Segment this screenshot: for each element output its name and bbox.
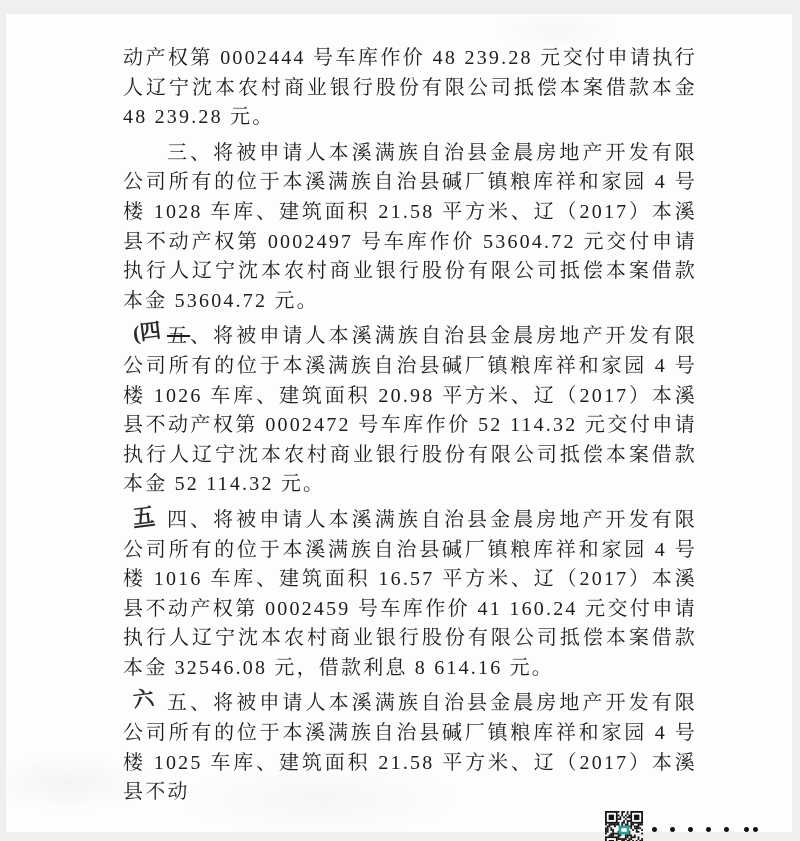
qr-code-icon <box>603 811 645 841</box>
punch-dot <box>706 827 711 832</box>
struck-numeral: 五 <box>167 325 191 348</box>
paragraph-item-4-corrected <box>123 318 698 500</box>
punch-dot <box>688 827 693 832</box>
document-text-block <box>123 44 697 814</box>
punch-dot <box>652 827 657 832</box>
qr-code-svg <box>603 811 645 841</box>
paragraph-text: 四、将被申请人本溪满族自治县金晨房地产开发有限公司所有的位于本溪满族自治县碱厂镇粮库祥和家园 4 号楼 1016 车库、建筑面积 16.57 平方米、辽（2017）本溪县不动产权第 0002459 号车库作价 41 160.24 元交付申请执行人辽宁沈本农村商业银行股份有限公司抵偿本案借款本金 32546.08 元，借款利息 8 614.16 元。 <box>123 508 697 679</box>
punch-dot-group <box>652 827 729 832</box>
punch-dot <box>744 827 749 832</box>
punch-dot-group <box>744 827 758 832</box>
handwritten-correction: (四 <box>131 318 163 346</box>
paragraph-continuation <box>123 44 697 133</box>
paragraph-text: 三、将被申请人本溪满族自治县金晨房地产开发有限公司所有的位于本溪满族自治县碱厂镇粮库祥和家园 4 号楼 1028 车库、建筑面积 21.58 平方米、辽（2017）本溪县不动产权第 0002497 号车库作价 53604.72 元交付申请执行人辽宁沈本农村商业银行股份有限公司抵偿本案借款本金 53604.72 元。 <box>123 141 697 312</box>
punch-dot <box>724 827 729 832</box>
handwritten-correction: 六 <box>131 686 156 713</box>
punch-dot <box>753 827 758 832</box>
paragraph-item-3 <box>123 139 697 317</box>
paragraph-item-6-corrected <box>123 686 697 807</box>
handwritten-correction: 五 <box>131 502 156 530</box>
paragraph-text: 动产权第 0002444 号车库作价 48 239.28 元交付申请执行人辽宁沈本农村商业银行股份有限公司抵偿本案借款本金 48 239.28 元。 <box>123 47 697 129</box>
punch-dots <box>652 827 758 832</box>
document-page <box>6 14 792 832</box>
paragraph-text: 五、将被申请人本溪满族自治县金晨房地产开发有限公司所有的位于本溪满族自治县碱厂镇粮库祥和家园 4 号楼 1025 车库、建筑面积 21.58 平方米、辽（2017）本溪县不动 <box>123 692 697 804</box>
paragraph-text: 、将被申请人本溪满族自治县金晨房地产开发有限公司所有的位于本溪满族自治县碱厂镇粮库祥和家园 4 号楼 1026 车库、建筑面积 20.98 平方米、辽（2017）本溪县不动产权第 0002472 号车库作价 52 114.32 元交付申请执行人辽宁沈本农村商业银行股份有限公司抵偿本案借款本金 52 114.32 元。 <box>123 325 698 496</box>
punch-dot <box>670 827 675 832</box>
paragraph-item-5-corrected <box>123 502 697 684</box>
